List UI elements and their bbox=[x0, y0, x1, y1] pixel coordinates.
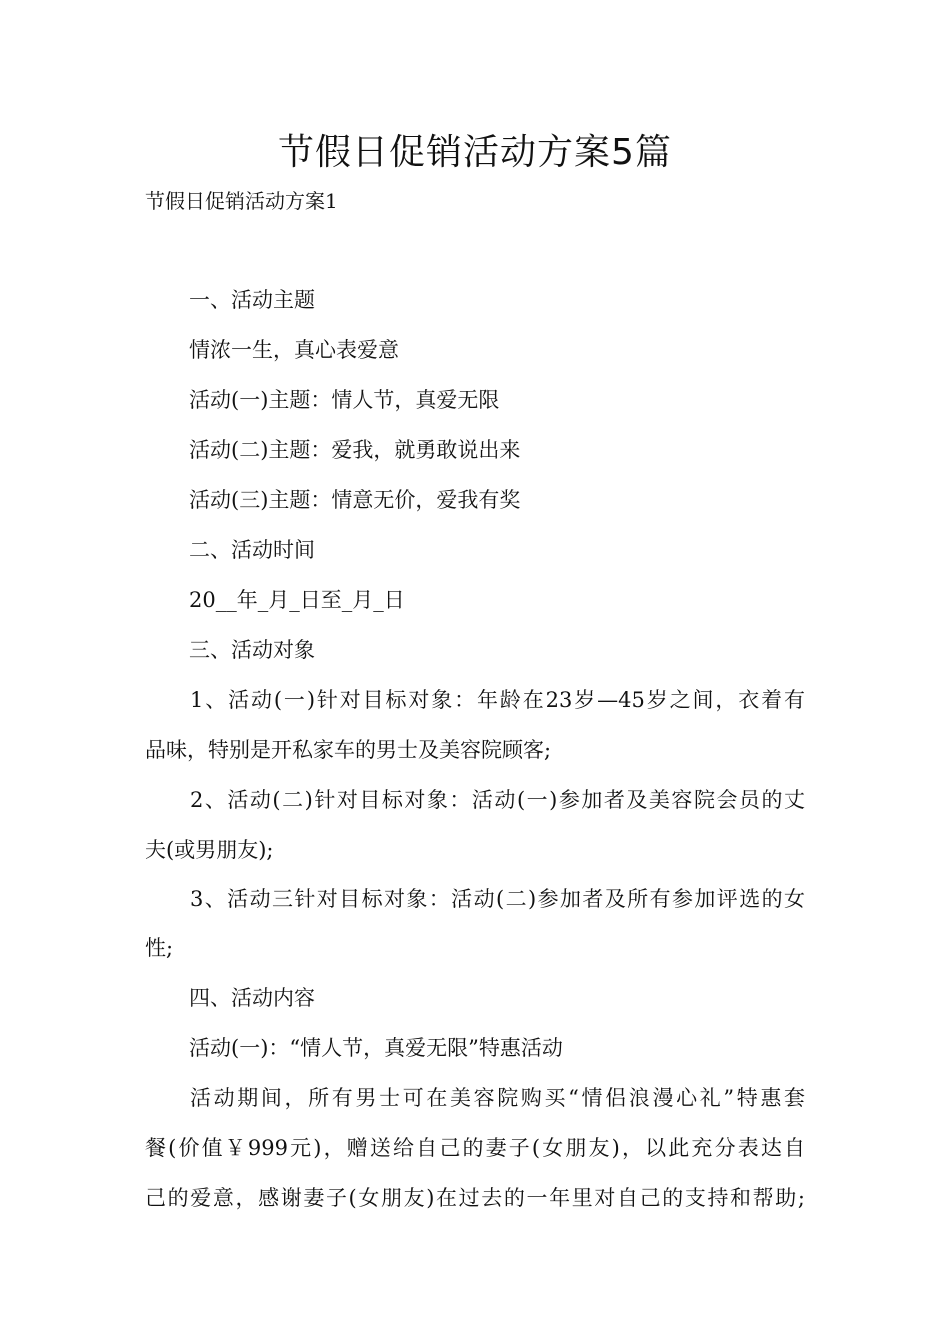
paragraph-line: 活动期间，所有男士可在美容院购买“情侣浪漫心礼”特惠套 bbox=[190, 1086, 805, 1110]
document-subtitle: 节假日促销活动方案1 bbox=[145, 189, 338, 213]
paragraph-line: 活动(二)主题：爱我，就勇敢说出来 bbox=[189, 438, 521, 462]
paragraph-line: 1、活动(一)针对目标对象：年龄在23岁—45岁之间，衣着有 bbox=[190, 688, 805, 712]
section-heading-audience: 三、活动对象 bbox=[189, 638, 315, 662]
paragraph-line: 3、活动三针对目标对象：活动(二)参加者及所有参加评选的女 bbox=[190, 887, 805, 911]
paragraph-line: 性; bbox=[145, 936, 174, 960]
paragraph-line: 餐(价值￥999元)，赠送给自己的妻子(女朋友)，以此充分表达自 bbox=[145, 1136, 805, 1160]
paragraph-line: 己的爱意，感谢妻子(女朋友)在过去的一年里对自己的支持和帮助; bbox=[145, 1186, 805, 1210]
paragraph-line: 情浓一生，真心表爱意 bbox=[189, 338, 399, 362]
section-heading-theme: 一、活动主题 bbox=[189, 288, 315, 312]
paragraph-line: 活动(一)：“情人节，真爱无限”特惠活动 bbox=[189, 1036, 563, 1060]
paragraph-line: 夫(或男朋友); bbox=[145, 838, 274, 862]
section-heading-content: 四、活动内容 bbox=[189, 986, 315, 1010]
paragraph-line: 2、活动(二)针对目标对象：活动(一)参加者及美容院会员的丈 bbox=[190, 788, 805, 812]
paragraph-line: 20__年_月_日至_月_日 bbox=[189, 588, 405, 612]
paragraph-line: 活动(三)主题：情意无价，爱我有奖 bbox=[189, 488, 521, 512]
paragraph-line: 活动(一)主题：情人节，真爱无限 bbox=[189, 388, 500, 412]
paragraph-line: 品味，特别是开私家车的男士及美容院顾客; bbox=[145, 738, 552, 762]
section-heading-time: 二、活动时间 bbox=[189, 538, 315, 562]
document-title: 节假日促销活动方案5篇 bbox=[278, 132, 672, 173]
